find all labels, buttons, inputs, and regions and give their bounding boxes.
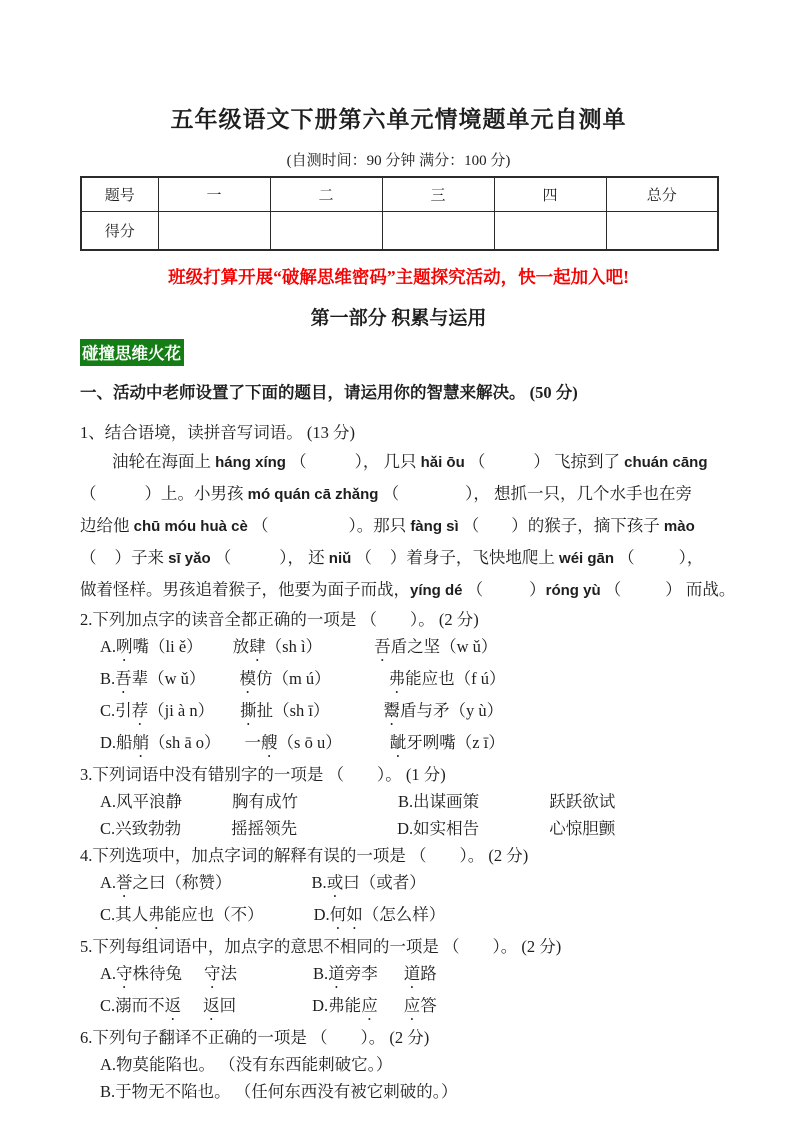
score-table-score-row: [81, 212, 718, 251]
q4-stem: 4.下列选项中，加点字词的解释有误的一项是 （ ）。 (2 分): [80, 846, 529, 865]
q4-option-row-1: A.誉之曰（称赞） B.或曰（或者）: [100, 873, 426, 892]
q6-option-b: B.于物无不陷也。 （任何东西没有被它刺破的。）: [100, 1082, 458, 1101]
score-cell: [494, 212, 606, 251]
score-cell: [270, 212, 382, 251]
score-table-header-cell: 总分: [606, 177, 718, 212]
q1-paragraph: [80, 446, 736, 606]
q1-stem: 1、结合语境，读拼音写词语。 (13 分): [80, 423, 355, 442]
q3-option-row-1: A.风平浪静 胸有成竹 B.出谋画策 跃跃欲试: [100, 792, 616, 811]
score-cell: [158, 212, 270, 251]
q2-option-a: A.咧嘴（li ě） 放肆（sh ì） 吾盾之坚（w ǔ）: [100, 637, 498, 656]
q5-option-row-2: C.溺而不返 返回 D.弗能应 应答: [100, 996, 437, 1015]
score-table-header-row: [81, 177, 718, 212]
q6-stem: 6.下列句子翻译不正确的一项是 （ ）。 (2 分): [80, 1028, 430, 1047]
score-cell: [382, 212, 494, 251]
q2-option-b: B.吾辈（w ǔ） 模仿（m ú） 弗能应也（f ú）: [100, 669, 506, 688]
badge-row: [80, 339, 717, 366]
q4-option-row-2: C.其人弗能应也（不） D.何如（怎么样）: [100, 905, 446, 924]
q1-line-2: （ ）上。小男孩 mó quán cā zhǎng （ ）， 想抓一只，几个水手也在旁: [80, 484, 692, 503]
test-subtitle: (自测时间：90 分钟 满分：100 分): [286, 153, 511, 169]
activity-notice: 班级打算开展“破解思维密码”主题探究活动，快一起加入吧!: [168, 267, 629, 287]
q5-stem: 5.下列每组词语中，加点字的意思不相同的一项是 （ ）。 (2 分): [80, 937, 562, 956]
q2-stem: 2.下列加点字的读音全都正确的一项是 （ ）。 (2 分): [80, 610, 479, 629]
q2-option-c: C.引荐（ji à n） 撕扯（sh ī） 鬻盾与矛（y ù）: [100, 701, 504, 720]
q3-stem: 3.下列词语中没有错别字的一项是 （ ）。 (1 分): [80, 765, 446, 784]
q1-line-1: 油轮在海面上 háng xíng （ ）， 几只 hǎi ōu （ ） 飞掠到了 chuán cāng: [112, 452, 708, 471]
score-table-header-cell: 二: [270, 177, 382, 212]
score-table-label: 得分: [81, 212, 158, 251]
q1-line-3: 边给他 chū móu huà cè （ ）。那只 fàng sì （ ）的猴子，摘下孩子 mào: [80, 516, 695, 535]
q6-option-a: A.物莫能陷也。 （没有东西能刺破它。）: [100, 1055, 393, 1074]
score-table: [80, 176, 719, 251]
q1-line-5: 做着怪样。男孩追着猴子，他要为面子而战，yíng dé （ ）róng yù （ ） 而战。: [80, 580, 736, 599]
score-table-header-cell: 一: [158, 177, 270, 212]
score-table-header-cell: 四: [494, 177, 606, 212]
q3-option-row-2: C.兴致勃勃 摇摇领先 D.如实相告 心惊胆颤: [100, 819, 616, 838]
q5-option-row-1: A.守株待兔 守法 B.道旁李 道路: [100, 964, 437, 983]
score-table-header-cell: 三: [382, 177, 494, 212]
score-table-header-cell: 题号: [81, 177, 158, 212]
q1-line-4: （ ）子来 sī yǎo （ ）， 还 niǔ （ ）着身子，飞快地爬上 wéi gān （ ），: [80, 548, 704, 567]
part1-heading: 第一部分 积累与运用: [310, 308, 487, 329]
spark-badge: 碰撞思维火花: [80, 339, 184, 366]
page-title: 五年级语文下册第六单元情境题单元自测单: [170, 107, 627, 132]
score-cell: [606, 212, 718, 251]
section1-heading: 一、活动中老师设置了下面的题目，请运用你的智慧来解决。 (50 分): [80, 383, 578, 402]
q2-option-d: D.船艄（sh ā o） 一艘（s ō u） 龇牙咧嘴（z ī）: [100, 733, 505, 752]
